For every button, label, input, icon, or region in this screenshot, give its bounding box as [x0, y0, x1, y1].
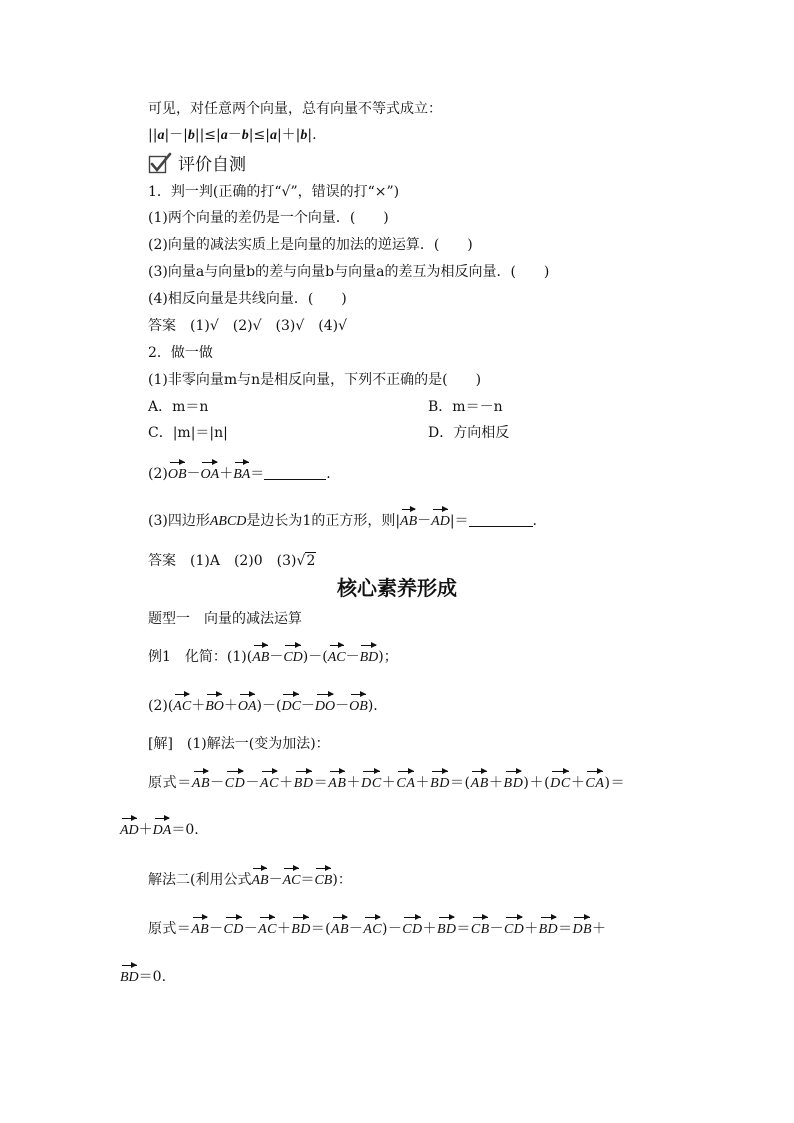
example1-part1: 例1 化简：(1)(AB－CD)－(AC－BD)； — [148, 649, 398, 665]
vector-inequality: ||a|－|b||≤|a－b|≤|a|＋|b|. — [148, 127, 317, 143]
q2-p1: (1)非零向量m与n是相反向量，下列不正确的是( ) — [148, 372, 482, 388]
section-heading: 核心素养形成 — [337, 576, 457, 600]
q2-option-d: D．方向相反 — [428, 425, 510, 441]
q1-item: (1)两个向量的差仍是一个向量．( ) — [148, 210, 389, 226]
q1-item: (2)向量的减法实质上是向量的加法的逆运算．( ) — [148, 237, 473, 253]
intro-line: 可见，对任意两个向量，总有向量不等式成立： — [148, 101, 442, 117]
solution-line2: AD＋DA＝0. — [120, 822, 199, 838]
solution-line1: 原式＝AB－CD－AC＋BD＝AB＋DC＋CA＋BD＝(AB＋BD)＋(DC＋CA)＝ — [148, 775, 626, 791]
self-evaluation-header — [148, 150, 246, 175]
q2-p2: (2)OB－OA＋BA＝ . — [148, 466, 331, 482]
sqrt-radicand: 2 — [306, 553, 316, 569]
type1-title: 题型一 向量的减法运算 — [148, 611, 302, 627]
q1-header: 1．判一判(正确的打“√”，错误的打“×”) — [148, 184, 400, 200]
method2-line1: 原式＝AB－CD－AC＋BD＝(AB－AC)－CD＋BD＝CB－CD＋BD＝DB＋ — [148, 921, 607, 937]
example1-label: 例1 化简： — [148, 649, 227, 665]
q2-option-a: A．m＝n — [148, 399, 209, 415]
q2-option-c: C．|m|＝|n| — [148, 425, 228, 441]
eval-title: 评价自测 — [178, 155, 246, 175]
q1-answer: 答案 (1)√ (2)√ (3)√ (4)√ — [148, 318, 348, 334]
q2-header: 2．做一做 — [148, 345, 213, 361]
example1-part2: (2)(AC＋BO＋OA)－(DC－DO－OB). — [148, 698, 378, 714]
method2-text: 解法二(利用公式 — [148, 872, 252, 888]
solution-label: [解] (1)解法一(变为加法)： — [148, 736, 330, 752]
q2-answer — [148, 552, 316, 570]
method2-line2: BD＝0. — [120, 969, 167, 985]
q2-answer-text: 答案 (1)A (2)0 (3) — [148, 553, 297, 569]
q1-item: (4)相反向量是共线向量．( ) — [148, 291, 347, 307]
checkbox-checked-icon — [148, 152, 172, 174]
method2-label: 解法二(利用公式AB－AC＝CB)： — [148, 872, 352, 888]
sqrt-symbol: √2 — [296, 553, 316, 569]
q1-item: (3)向量a与向量b的差与向量b与向量a的差互为相反向量．( ) — [148, 264, 550, 280]
method2-close: )： — [332, 872, 352, 888]
q2-p3: (3)四边形ABCD是边长为1的正方形，则|AB－AD|＝ . — [148, 513, 537, 529]
q2-option-b: B．m＝－n — [428, 399, 503, 415]
